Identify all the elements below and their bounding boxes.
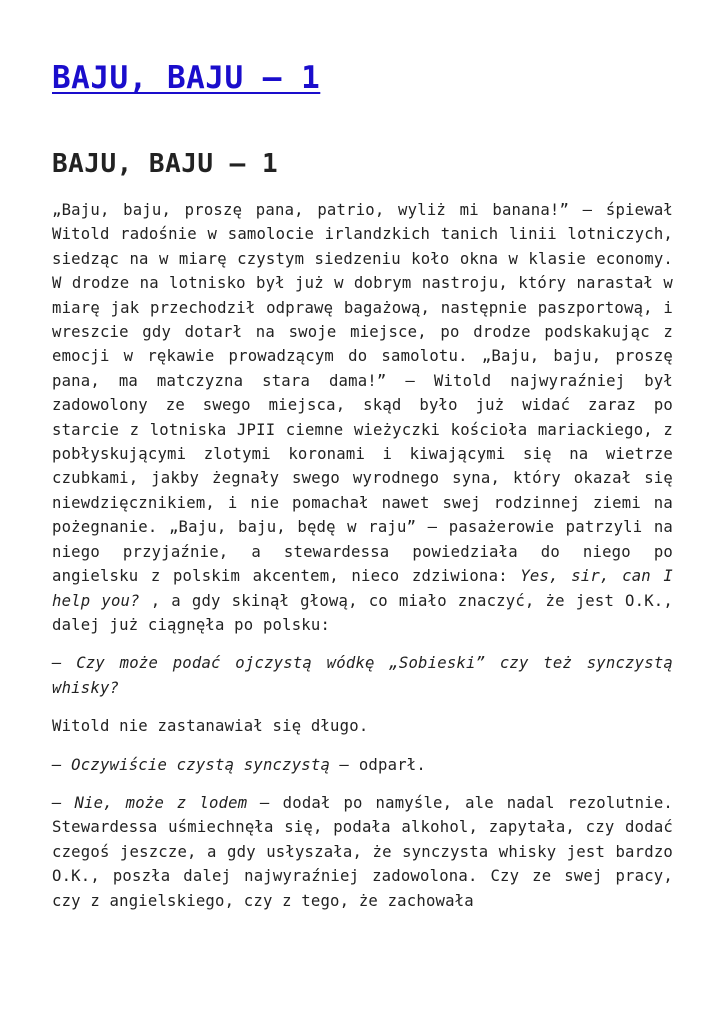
paragraph-2-dialogue: – Czy może podać ojczystą wódkę „Sobieski” czy też synczystą whisky? [52, 654, 673, 697]
page-title-link[interactable]: BAJU, BAJU – 1 [52, 60, 321, 96]
page-title [52, 58, 673, 98]
paragraph-5-text: dodał po namyśle, ale nadal rezolutnie. Stewardessa uśmiechnęła się, podała alkohol, zapytała, czy dodać czegoś jeszcze, a gdy usłyszała, że synczysta whisky jest bardzo O.K., poszła dalej najwyraźniej zadowolona. Czy ze swej pracy, czy z angielskiego, czy z tego, że zachowała [52, 793, 674, 910]
paragraph-5 [52, 791, 673, 913]
paragraph-5-dialogue: – Nie, może z lodem – [52, 793, 270, 812]
paragraph-1 [52, 198, 673, 637]
paragraph-3: Witold nie zastanawiał się długo. [52, 717, 369, 736]
paragraph-1-text-a: „Baju, baju, proszę pana, patrio, wyliż mi banana!” – śpiewał Witold radośnie w samolocie irlandzkich tanich linii lotniczych, siedząc na w miarę czystym siedzeniu koło okna w klasie economy. W drodze na lotnisko był już w dobrym nastroju, który narastał w miarę jak przechodził odprawę bagażową, następnie paszportową, i wreszcie gdy dotarł na swoje miejsce, po drodze podskakując z emocji w rękawie prowadzącym do samolotu. „Baju, baju, proszę pana, ma matczyzna stara dama!” – Witold najwyraźniej był zadowolony ze swego miejsca, skąd było już widać zaraz po starcie z lotniska JPII ciemne wieżyczki kościoła mariackiego, z pobłyskującymi zlotymi koronami i kiwającymi się na wietrze czubkami, jakby żegnały swego wyrodnego syna, który okazał się niewdzięcznikiem, i nie pomachał nawet swej rodzinnej ziemi na pożegnanie. „Baju, baju, będę w raju” – pasażerowie patrzyli na niego przyjaźnie, a stewardessa powiedziała do niego po angielsku z polskim akcentem, nieco zdziwiona: [52, 201, 673, 586]
paragraph-2 [52, 651, 673, 700]
article-content [52, 198, 673, 913]
paragraph-1-text-b: , a gdy skinął głową, co miało znaczyć, że jest O.K., dalej już ciągnęła po polsku: [52, 591, 673, 634]
paragraph-1-quote: Yes, sir, can I help you? [52, 567, 673, 610]
post-title: BAJU, BAJU – 1 [52, 149, 279, 179]
paragraph-4-text: odparł. [349, 755, 426, 774]
paragraph-4-dialogue: – Oczywiście czystą synczystą – [52, 755, 350, 774]
document-page [52, 0, 673, 927]
paragraph-4 [52, 753, 673, 777]
